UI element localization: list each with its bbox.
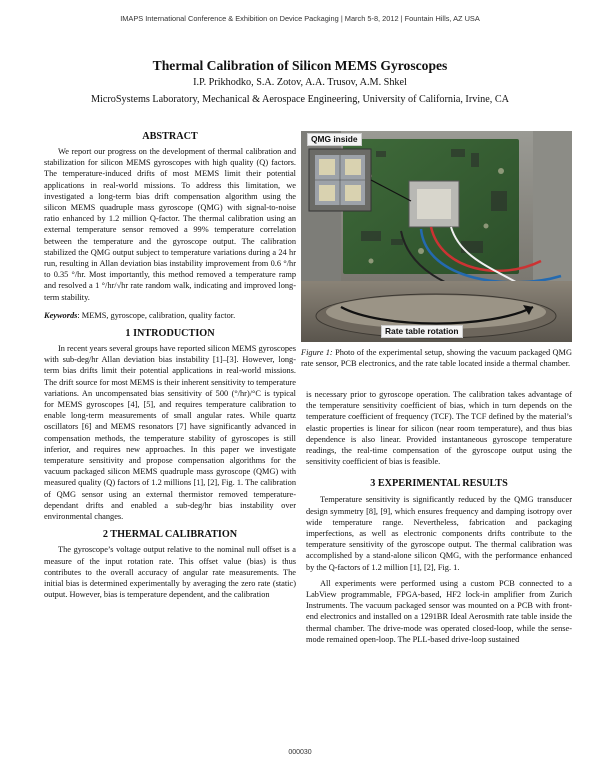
intro-text: In recent years several groups have reported silicon MEMS gyroscopes with sub-deg/hr Allan deviation bias instability [1]–[3]. However, long-term bias drifts limit their potential applications in real-world missions. The drift source for most MEMS is their inherent sensitivity to temperature variations. An uncompensated bias sensitivity of 500 (°/hr)/°C is typical for MEMS gyroscopes [4], [5], and requires temperature calibration to enable long-term measurements of small angular rates. While quartz oscillators [6] and MEMS resonators [7] have significantly advanced in compensation methods, the temperature stability of gyroscopes is still inferior, and requires new approaches. In this paper we investigate temperature sensitivity and propose compensation algorithms for the vacuum packaged silicon MEMS quadruple mass gyroscope (QMG) with measured quality (Q) factors of 1.2 millions [1], [2], Fig. 1. The calibration of QMG sensor using an external thermistor removed temperature-dependant drifts and enabled a sub-deg/hr bias instability over environmental changes. (44, 344, 296, 522)
figure-caption-label: Figure 1: (301, 348, 333, 357)
authors: I.P. Prikhodko, S.A. Zotov, A.A. Trusov, A.M. Shkel (193, 77, 407, 88)
results-p2: All experiments were performed using a custom PCB connected to a LabView programmable, FPGA-based, HF2 lock-in amplifier from Zurich Instruments. The vacuum packaged sensor was mounted on a PCB with front-end electronics and installed on a 1291BR Ideal Aerosmith rate table inside the thermal chamber. The drive-mode was operated closed-loop, while the sense-mode remained open-loop. The PLL-based drive-loop sustained (306, 578, 572, 644)
keywords-label: Keywords (44, 310, 78, 320)
figure-caption (301, 347, 572, 369)
results-p1: Temperature sensitivity is significantly reduced by the QMG transducer design symmetry [8], [9], which ensures frequency and damping isotropy over wide temperature range. Nevertheless, fabrication and packaging imperfections, as well as electronic components drifts contribute to the temperature sensitivity of the gyroscope output. The thermal calibration was accomplished by a stand-alone silicon QMG, with the performance enhanced by the Q-factors of 1.2 million [1], [2], Fig. 1. (306, 495, 572, 572)
paper-title: Thermal Calibration of Silicon MEMS Gyroscopes (152, 58, 448, 73)
rate-table-label: Rate table rotation (381, 325, 463, 338)
qmg-inside-label: QMG inside (307, 133, 362, 146)
keywords (44, 310, 296, 321)
right-column (306, 389, 572, 645)
results-heading: 3 EXPERIMENTAL RESULTS (370, 478, 508, 490)
abstract-heading: ABSTRACT (142, 131, 198, 142)
thermal-heading: 2 THERMAL CALIBRATION (102, 529, 238, 541)
setup-photo-drawing (301, 131, 572, 342)
calibration-continued: is necessary prior to gyroscope operation. The calibration takes advantage of the temperature sensitivity coefficient of bias, which in turn depends on the temperature coefficient of frequency (TCF). The TCF defined by the material’s elastic properties is linear for silicon (near room temperature), and thus bias dependence is also linear. Provided instantaneous gyroscope temperature readings, the real-time compensation of the gyroscope output using the sensitivity coefficient of bias is feasible. (306, 390, 572, 467)
keywords-text: : MEMS, gyroscope, calibration, quality factor. (77, 310, 236, 320)
figure-caption-text: Photo of the experimental setup, showing the vacuum packaged QMG rate sensor, PCB electronics, and the rate table located inside a thermal chamber. (301, 348, 573, 369)
intro-heading: 1 INTRODUCTION (125, 328, 215, 340)
abstract-text: We report our progress on the development of thermal calibration and stabilization for silicon MEMS gyroscopes with high quality (Q) factors. The temperature-induced drifts of most MEMS limit their potential applications in real-world missions. To address this limitation, we investigated a long-term bias drift compensation algorithm using the silicon MEMS quadruple mass gyroscope (QMG) with signal-to-noise ratio enhanced by 1.2 million Q-factor. The thermal calibration using an external temperature sensor removed a 99% temperature correlation between the temperature and the gyroscope output. The calibration stabilized the QMG output subject to temperature variations during a 24 hr run, resulting in Allan deviation bias instability improvement from 0.6 °/hr to 0.35 °/hr. Most importantly, this method removed a temperature ramp and resolved a 1 °/hr/√hr rate random walk, indicating and improved long-term stability. (44, 147, 296, 302)
affiliation: MicroSystems Laboratory, Mechanical & Aerospace Engineering, University of California, Irvine, CA (90, 94, 510, 105)
thermal-text: The gyroscope’s voltage output relative to the nominal null offset is a measure of the input rotation rate. This offset value (bias) is thus contributes to the overall accuracy of angular rate measurements. The initial bias is determined experimentally by averaging the zero rate (static) output. However, bias is temperature dependent, and the calibration (44, 545, 296, 600)
page-number: 000030 (288, 749, 312, 756)
setup-photo (301, 131, 572, 342)
left-column (44, 130, 296, 600)
conference-header: IMAPS International Conference & Exhibition on Device Packaging | March 5-8, 2012 | Fountain Hills, AZ USA (120, 14, 480, 23)
